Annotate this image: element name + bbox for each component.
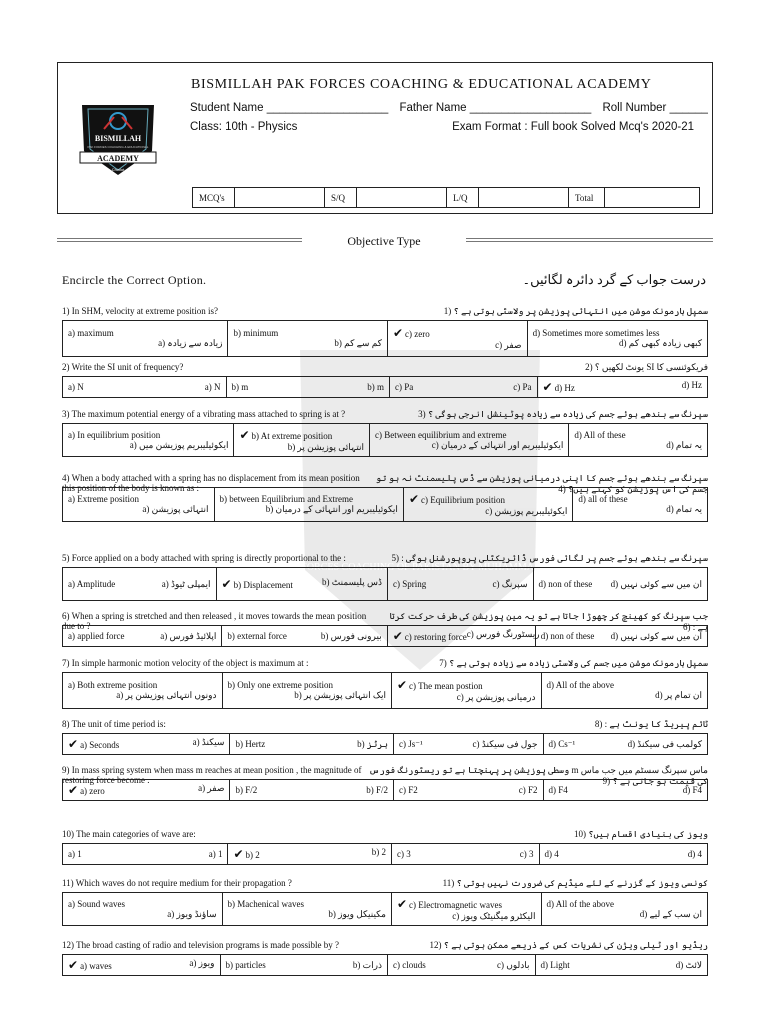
option-ur: صفر (c	[495, 340, 522, 350]
option-en: b) particles	[225, 959, 266, 970]
option-ur: c) Pa	[513, 382, 532, 392]
question-12	[62, 940, 708, 976]
check-mark-icon: ✔	[239, 427, 250, 442]
option-ur: ایکوئیلیبریم پوزیشن میں (a	[129, 439, 229, 450]
question-text-line	[62, 658, 708, 672]
question-ur: ٹائم پیریڈ کا یونٹ ہے : (8	[594, 719, 708, 729]
question-6	[62, 611, 708, 647]
option-d[interactable]	[536, 955, 707, 975]
option-ur: جول فی سیکنڈ (c	[472, 738, 538, 749]
option-ur: لائٹ (d	[675, 959, 703, 970]
option-en: a) applied force	[68, 630, 125, 641]
question-en: 12) The broad casting of radio and television programs is made possible by ?	[62, 940, 340, 950]
option-ur: انتہائی پوزیشن (a	[142, 504, 209, 514]
option-b[interactable]	[234, 424, 370, 456]
logo-name: BISMILLAH	[94, 134, 142, 143]
student-name-field[interactable]: Student Name ___________________	[190, 102, 389, 114]
option-ur: ذرات (b	[352, 959, 382, 970]
question-en: 3) The maximum potential energy of a vibrating mass attached to spring is at ?	[62, 409, 346, 419]
option-en: a) Sound waves	[68, 898, 125, 909]
option-en: a) Seconds	[80, 740, 120, 750]
question-en: 5) Force applied on a body attached with spring is directly proportional to the :	[62, 553, 346, 563]
option-en: d) non of these	[538, 578, 593, 589]
option-a[interactable]	[63, 626, 222, 646]
option-ur: کبھی زیادہ کبھی کم (d	[619, 338, 702, 348]
option-ur: b) F/2	[366, 785, 388, 795]
question-7	[62, 658, 708, 709]
option-c[interactable]	[388, 321, 528, 356]
option-en: c) Equilibrium position	[421, 495, 505, 505]
option-c[interactable]	[390, 377, 538, 397]
option-en: a) waves	[80, 961, 112, 971]
option-a[interactable]	[63, 424, 234, 456]
question-ur: جب سپرنگ کو کھینچ کر چھوڑا جاتا ہے تو یہ مین پوزیشن کی طرف حرکت کرتا ہے : (6	[389, 611, 708, 632]
option-ur: d) 4	[687, 849, 702, 859]
option-b[interactable]	[222, 626, 387, 646]
check-mark-icon: ✔	[542, 380, 553, 394]
option-ur: ان میں سے کوئی نہیں (d	[610, 578, 702, 589]
option-d[interactable]	[538, 377, 707, 397]
question-text-line	[62, 878, 708, 892]
option-d[interactable]	[573, 488, 707, 521]
option-ur: ہرٹز (b	[357, 738, 388, 749]
option-ur: ایکوئیلیبریم اور انتہائی کے درمیان (b	[265, 504, 398, 514]
roll-number-field[interactable]: Roll Number ______	[602, 102, 708, 114]
option-en: c) Between equilibrium and extreme	[375, 429, 507, 440]
options-row	[62, 487, 708, 522]
options-row	[62, 320, 708, 357]
options-row	[62, 733, 708, 755]
score-total-box[interactable]	[605, 188, 699, 207]
options-row	[62, 843, 708, 865]
option-en: d) All of the above	[546, 898, 614, 909]
option-ur: درمیانی پوزیشن پر (c	[456, 692, 536, 702]
father-name-field[interactable]: Father Name ___________________	[399, 102, 592, 114]
option-en: c) 3	[396, 849, 411, 859]
option-en: a) N	[68, 382, 84, 392]
check-mark-icon: ✔	[396, 896, 408, 911]
section-divider-right	[466, 238, 713, 242]
option-a[interactable]	[63, 844, 228, 864]
option-c[interactable]	[392, 893, 542, 925]
option-ur: بادلوں (c	[497, 959, 530, 970]
academy-name: BISMILLAH PAK FORCES COACHING & EDUCATIONAL ACADEMY	[191, 77, 652, 92]
option-ur: ساؤنڈ ویوز (a	[167, 908, 217, 919]
option-d[interactable]	[528, 321, 707, 356]
options-row	[62, 672, 708, 709]
option-b[interactable]	[221, 955, 388, 975]
option-ur: صفر (a	[198, 783, 225, 793]
question-ur: سپرنگ سے بندھے ہوئے جسم کی زیادہ سے زیادہ پوٹینشل انرجی ہوگی ؟ (3	[418, 409, 708, 419]
option-a[interactable]	[63, 780, 230, 800]
options-row	[62, 567, 708, 601]
check-mark-icon: ✔	[408, 492, 419, 506]
question-11	[62, 878, 708, 926]
question-ur: ویوز کی بنیادی اقسام ہیں؟ (10	[574, 829, 708, 839]
option-en: c) The mean postion	[409, 681, 483, 691]
option-en: c) F2	[398, 785, 418, 795]
score-sq-label: S/Q	[325, 188, 357, 207]
option-ur: انتہائی پوزیشن پر (b	[287, 441, 365, 452]
option-c[interactable]	[394, 780, 544, 800]
option-ur: ڈس پلیسمنٹ (b	[322, 577, 382, 587]
option-ur: d) Hz	[681, 380, 703, 390]
question-text-line	[62, 765, 708, 786]
option-en: d) All of these	[574, 429, 626, 440]
question-ur: سمپل ہارمونک موشن میں انتہائی پوزیشن پر ولاسٹی ہوتی ہے ؟ (1	[443, 306, 708, 316]
option-en: c) Pa	[395, 382, 414, 392]
check-mark-icon: ✔	[392, 326, 404, 340]
option-d[interactable]	[534, 568, 707, 600]
option-a[interactable]	[63, 673, 223, 708]
option-c[interactable]	[392, 844, 540, 864]
option-ur: ان تمام پر (d	[655, 690, 702, 700]
option-ur: ایک انتہائی پوزیشن پر (b	[294, 690, 386, 700]
option-b[interactable]	[228, 321, 388, 356]
option-en: c) Spring	[393, 578, 427, 589]
score-lq-box[interactable]	[479, 188, 569, 207]
score-mcqs-box[interactable]	[235, 188, 325, 207]
header-box	[57, 62, 713, 214]
option-en: a) Extreme position	[68, 494, 139, 504]
option-d[interactable]	[569, 424, 707, 456]
check-mark-icon: ✔	[233, 847, 244, 861]
option-a[interactable]	[63, 734, 230, 754]
option-en: c) restoring force	[404, 632, 467, 642]
option-a[interactable]	[63, 568, 217, 600]
option-ur: ایکوئیلیبریم پوزیشن (c	[485, 506, 568, 516]
option-ur: c) 3	[519, 849, 534, 859]
option-en: a) 1	[68, 849, 82, 859]
option-ur: ایمپلی ٹیوڈ (a	[161, 578, 211, 589]
academy-logo	[74, 99, 162, 179]
option-c[interactable]	[404, 488, 573, 521]
option-c[interactable]	[394, 734, 544, 754]
check-mark-icon: ✔	[68, 783, 79, 797]
question-3	[62, 409, 708, 457]
check-mark-icon: ✔	[221, 577, 232, 591]
option-en: a) In equilibrium position	[68, 429, 161, 440]
option-b[interactable]	[223, 893, 392, 925]
question-ur: فریکوئنسی کا SI یونٹ لکھیں ؟ (2	[585, 362, 708, 372]
options-row	[62, 954, 708, 976]
option-ur: ان سب کے لیے (d	[639, 908, 702, 919]
score-sq-box[interactable]	[357, 188, 447, 207]
option-ur: یہ تمام (d	[666, 504, 702, 514]
score-table	[192, 187, 700, 208]
option-en: d) All of the above	[546, 680, 614, 690]
option-en: b) m	[231, 382, 249, 392]
question-text-line	[62, 362, 708, 376]
options-row	[62, 376, 708, 398]
option-ur: الیکٹرو میگنیٹک ویوز (c	[452, 910, 536, 921]
option-ur: ریسٹورنگ فورس (c	[466, 629, 540, 639]
watermark-text: BISMILLAH PAK FORCES COACHING OF PAKISTAN BY MUHAMMAD USMAN KHICHI	[222, 562, 618, 573]
option-en: c) Js⁻¹	[398, 738, 423, 749]
option-c[interactable]	[388, 626, 540, 646]
check-mark-icon: ✔	[68, 737, 79, 751]
option-en: b) Only one extreme position	[227, 680, 333, 690]
question-4	[62, 473, 708, 522]
exam-format-label: Exam Format : Full book Solved Mcq's 2020-21	[452, 121, 694, 133]
option-ur: a) N	[204, 382, 221, 392]
option-ur: سپرنگ (c	[492, 578, 528, 589]
question-text-line	[62, 306, 708, 320]
option-en: d) all of these	[578, 494, 628, 504]
option-ur: بیرونی فورس (b	[320, 630, 382, 641]
option-d[interactable]	[542, 673, 707, 708]
logo-city: Chiniot	[111, 167, 125, 172]
option-ur: کم سے کم (b	[334, 338, 382, 348]
score-mcqs-label: MCQ's	[193, 188, 235, 207]
option-en: d) F4	[548, 785, 568, 795]
section-title: Objective Type	[347, 234, 421, 248]
option-en: b) F/2	[235, 785, 258, 795]
question-en: 4) When a body attached with a spring has no displacement from its mean position this position of the body is known as :	[62, 473, 360, 493]
option-d[interactable]	[542, 893, 707, 925]
question-en: 11) Which waves do not require medium for their propagation ?	[62, 878, 292, 888]
option-b[interactable]	[230, 734, 394, 754]
option-ur: b) m	[367, 382, 384, 392]
question-text-line	[62, 611, 708, 632]
question-8	[62, 719, 708, 755]
option-c[interactable]	[392, 673, 542, 708]
option-a[interactable]	[63, 321, 228, 356]
question-ur: سپرنگ سے بندھے ہوئے جسم پر لگائی فورس ڈائریکٹلی پروپورشنل ہوگی : (5	[391, 553, 708, 563]
instruction-urdu: درست جواب کے گرد دائرہ لگائیں۔	[522, 272, 706, 287]
option-b[interactable]	[217, 568, 388, 600]
question-en: 1) In SHM, velocity at extreme position is?	[62, 306, 218, 316]
option-en: b) minimum	[233, 328, 279, 338]
question-en: 10) The main categories of wave are:	[62, 829, 196, 839]
question-ur: سپرنگ سے بندھے ہوئے جسم کا اپنی درمیانی پوزیشن سے ڈس پلیسمنٹ نہ ہو تو جسم کی اس پوزیشن کو کہتے ہیں؟ (4	[375, 473, 708, 494]
option-en: a) maximum	[68, 328, 114, 338]
option-b[interactable]	[227, 377, 391, 397]
question-5	[62, 553, 708, 601]
class-label: Class: 10th - Physics	[190, 121, 298, 133]
option-b[interactable]	[223, 673, 392, 708]
instruction-english: Encircle the Correct Option.	[62, 273, 207, 287]
question-text-line	[62, 940, 708, 954]
option-ur: ویوز (a	[189, 958, 215, 968]
score-total-label: Total	[569, 188, 605, 207]
option-en: b) Machenical waves	[227, 898, 304, 909]
question-ur: ماس سپرنگ سسٹم میں جب ماس m وسطی پوزیشن پر پہنچتا ہے تو ریسٹورنگ فورس کی قیمت ہو جاتی ہے ؟ (9	[368, 765, 708, 786]
question-text-line	[62, 829, 708, 843]
question-2	[62, 362, 708, 398]
question-ur: ریڈیو اور ٹیلی ویژن کی نشریات کس کے ذریعے ممکن ہوتی ہے ؟ (12	[429, 940, 708, 950]
options-row	[62, 892, 708, 926]
option-en: a) Both extreme position	[68, 680, 158, 690]
check-mark-icon: ✔	[396, 678, 408, 692]
score-lq-label: L/Q	[447, 188, 479, 207]
option-a[interactable]	[63, 955, 221, 975]
option-en: d) Light	[540, 959, 570, 970]
question-en: 2) Write the SI unit of frequency?	[62, 362, 184, 372]
option-en: a) zero	[80, 786, 105, 796]
student-info-line	[190, 102, 708, 114]
option-b[interactable]	[230, 780, 394, 800]
option-ur: c) F2	[518, 785, 538, 795]
question-en: 9) In mass spring system when mass m reaches at mean position , the magnitude of restoring force become .	[62, 765, 362, 785]
question-9	[62, 765, 708, 801]
option-ur: سیکنڈ (a	[192, 737, 225, 747]
option-en: c) clouds	[393, 959, 426, 970]
option-en: d) non of these	[540, 630, 595, 641]
option-en: d) Sometimes more sometimes less	[532, 328, 660, 338]
option-en: a) Amplitude	[68, 578, 116, 589]
option-a[interactable]	[63, 377, 227, 397]
option-d[interactable]	[544, 734, 707, 754]
question-en: 6) When a spring is stretched and then released , it moves towards the mean position due to ?	[62, 611, 367, 631]
class-info-line	[190, 121, 694, 133]
option-c[interactable]	[370, 424, 569, 456]
option-ur: کولمب فی سیکنڈ (d	[627, 738, 702, 749]
question-text-line	[62, 473, 708, 494]
question-text-line	[62, 719, 708, 733]
option-en: d) Cs⁻¹	[548, 738, 576, 749]
question-text-line	[62, 409, 708, 423]
option-en: c) Electromagnetic waves	[409, 899, 502, 910]
option-en: b) Hertz	[235, 738, 266, 749]
question-en: 7) In simple harmonic motion velocity of the object is maximum at :	[62, 658, 309, 668]
option-ur: b) 2	[371, 847, 386, 857]
option-a[interactable]	[63, 488, 215, 521]
option-ur: a) 1	[208, 849, 223, 859]
options-row	[62, 779, 708, 801]
option-en: c) zero	[405, 329, 430, 339]
option-d[interactable]	[544, 780, 707, 800]
check-mark-icon: ✔	[68, 958, 79, 972]
question-10	[62, 829, 708, 865]
option-d[interactable]	[536, 626, 707, 646]
option-en: b) external force	[227, 630, 287, 641]
question-ur: سمپل ہارمونک موشن میں جسم کی ولاسٹی زیادہ سے زیادہ ہوتی ہے ؟ (7	[439, 658, 708, 668]
question-ur: کونسی ویوز کے گزرنے کے لئے میڈیم کی ضرورت نہیں ہوتی ؟ (11	[442, 878, 708, 888]
option-en: b) At extreme position	[251, 430, 333, 441]
question-en: 8) The unit of time period is:	[62, 719, 166, 729]
option-ur: زیادہ سے زیادہ (a	[158, 338, 223, 348]
option-a[interactable]	[63, 893, 223, 925]
option-c[interactable]	[388, 568, 534, 600]
option-en: b) 2	[245, 850, 260, 860]
options-row	[62, 423, 708, 457]
option-b[interactable]	[215, 488, 404, 521]
logo-academy: ACADEMY	[97, 154, 139, 163]
option-ur: اپلائیڈ فورس (a	[160, 630, 217, 641]
option-en: d) 4	[544, 849, 559, 859]
option-ur: ان میں سے کوئی نہیں (d	[610, 630, 702, 641]
option-ur: ایکوئیلیبریم اور انتہائی کے درمیان (c	[431, 439, 564, 450]
options-row	[62, 625, 708, 647]
option-en: b) Displacement	[233, 580, 293, 590]
option-en: d) Hz	[554, 383, 575, 393]
question-text-line	[62, 553, 708, 567]
question-1	[62, 306, 708, 357]
option-d[interactable]	[540, 844, 707, 864]
option-ur: یہ تمام (d	[666, 439, 702, 450]
option-c[interactable]	[388, 955, 536, 975]
option-b[interactable]	[228, 844, 392, 864]
logo-tag: PAK FORCES COACHING & EDUCATIONAL	[87, 145, 149, 149]
option-ur: مکینیکل ویوز (b	[328, 908, 386, 919]
option-ur: d) F4	[682, 785, 702, 795]
option-ur: دونوں انتہائی پوزیشن پر (a	[116, 690, 217, 700]
option-en: b) between Equilibrium and Extreme	[219, 494, 353, 504]
check-mark-icon: ✔	[392, 629, 403, 643]
